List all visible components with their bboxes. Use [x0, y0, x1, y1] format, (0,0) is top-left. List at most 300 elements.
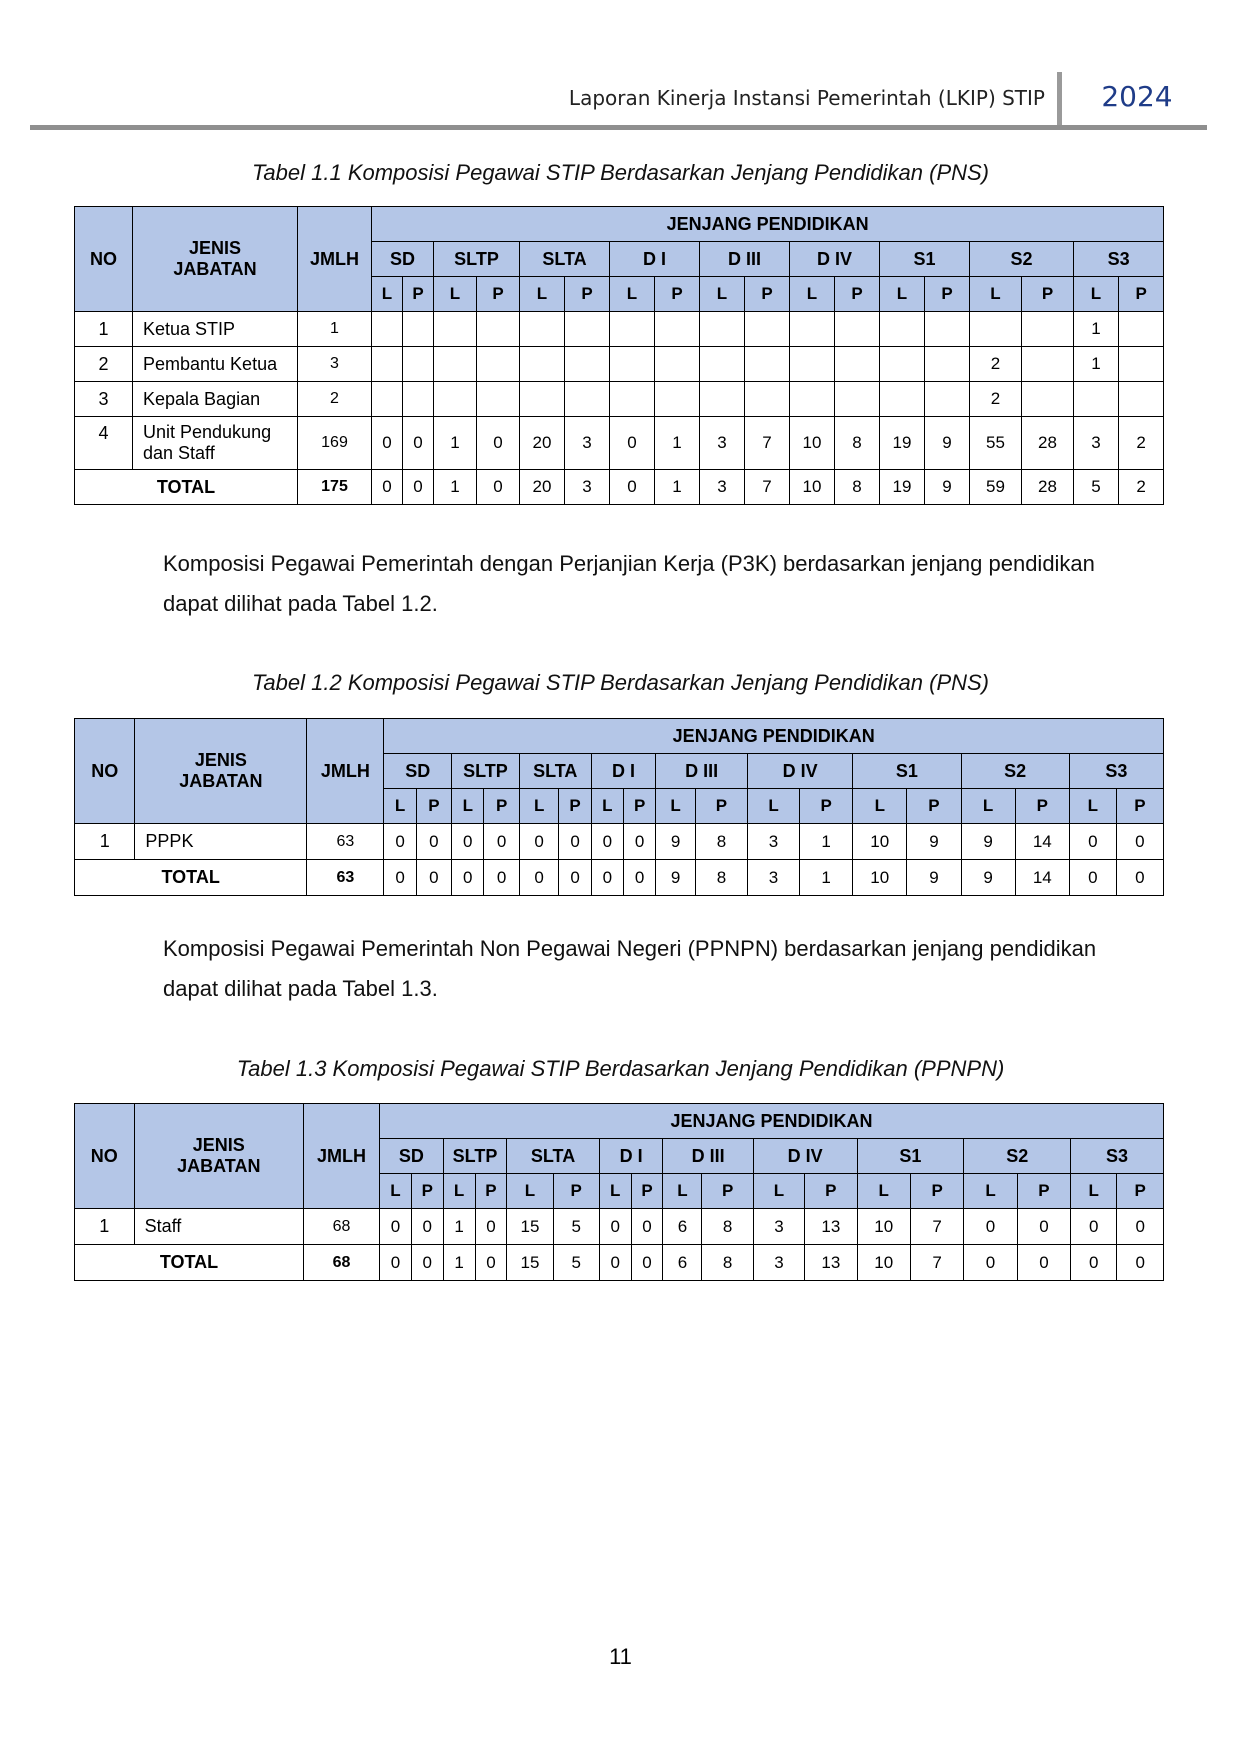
col-header-l: L — [380, 1174, 412, 1209]
table-cell: 3 — [565, 417, 610, 470]
total-cell: 0 — [1117, 1245, 1164, 1281]
total-cell: 19 — [880, 470, 925, 505]
total-cell: 0 — [1071, 1245, 1117, 1281]
table-row — [75, 417, 1164, 470]
col-header-level: S1 — [880, 242, 970, 277]
table-cell: 0 — [631, 1209, 663, 1245]
table-cell — [745, 382, 790, 417]
row-jenis-jabatan: Kepala Bagian — [133, 382, 298, 417]
col-header-l: L — [1069, 789, 1116, 824]
col-header-jenis-jabatan: JENIS JABATAN — [134, 1104, 303, 1209]
col-header-jmlh: JMLH — [304, 1104, 380, 1209]
col-header-jenis-jabatan: JENIS JABATAN — [135, 719, 307, 824]
col-header-level: S1 — [853, 754, 961, 789]
col-header-l: L — [384, 789, 416, 824]
table-cell: 1 — [800, 824, 853, 860]
table-cell: 10 — [853, 824, 907, 860]
col-header-p: P — [416, 789, 451, 824]
total-cell: 9 — [961, 860, 1015, 896]
row-jmlh: 169 — [298, 417, 372, 470]
col-header-level: S3 — [1069, 754, 1163, 789]
row-number: 2 — [75, 347, 133, 382]
col-header-p: P — [1117, 1174, 1164, 1209]
col-header-level: SLTP — [434, 242, 520, 277]
table-cell — [403, 347, 434, 382]
table-cell — [1119, 382, 1164, 417]
total-cell: 0 — [416, 860, 451, 896]
total-cell: 0 — [1116, 860, 1163, 896]
total-cell: 0 — [452, 860, 484, 896]
col-header-jmlh: JMLH — [307, 719, 384, 824]
table-cell: 0 — [1069, 824, 1116, 860]
col-header-p: P — [565, 277, 610, 312]
table-cell: 0 — [484, 824, 519, 860]
col-header-no: NO — [75, 1104, 135, 1209]
total-cell: 15 — [507, 1245, 553, 1281]
total-cell: 5 — [553, 1245, 599, 1281]
total-cell: 13 — [805, 1245, 857, 1281]
col-header-l: L — [970, 277, 1022, 312]
table-cell — [925, 347, 970, 382]
col-header-level: SLTA — [520, 242, 610, 277]
col-header-jenjang-pendidikan: JENJANG PENDIDIKAN — [384, 719, 1164, 754]
row-jmlh: 63 — [307, 824, 384, 860]
table-cell: 0 — [384, 824, 416, 860]
table-cell: 28 — [1022, 417, 1074, 470]
table-cell — [477, 347, 520, 382]
col-header-l: L — [880, 277, 925, 312]
table-cell — [745, 347, 790, 382]
table-cell — [520, 382, 565, 417]
col-header-level: S3 — [1074, 242, 1164, 277]
table-cell — [1022, 312, 1074, 347]
table-cell — [565, 347, 610, 382]
total-cell: 0 — [403, 470, 434, 505]
table-cell: 0 — [964, 1209, 1017, 1245]
col-header-l: L — [857, 1174, 910, 1209]
table-cell: 0 — [610, 417, 655, 470]
col-header-p: P — [800, 789, 853, 824]
table-cell — [1119, 312, 1164, 347]
total-cell: 2 — [1119, 470, 1164, 505]
col-header-level: D IV — [790, 242, 880, 277]
header-row — [75, 719, 1164, 754]
table-cell — [655, 347, 700, 382]
row-jenis-jabatan: Ketua STIP — [133, 312, 298, 347]
total-cell: 0 — [591, 860, 623, 896]
col-header-p: P — [910, 1174, 963, 1209]
col-header-p: P — [1015, 789, 1069, 824]
table-1-caption: Tabel 1.1 Komposisi Pegawai STIP Berdasarkan Jenjang Pendidikan (PNS) — [252, 160, 989, 185]
col-header-p: P — [1119, 277, 1164, 312]
total-cell: 20 — [520, 470, 565, 505]
table-row — [75, 347, 1164, 382]
table-cell — [880, 347, 925, 382]
col-header-level: D III — [700, 242, 790, 277]
table-cell: 10 — [857, 1209, 910, 1245]
table-cell — [520, 312, 565, 347]
table-cell — [745, 312, 790, 347]
col-header-p: P — [559, 789, 591, 824]
table-cell — [880, 312, 925, 347]
total-row — [75, 860, 1164, 896]
table-cell: 0 — [452, 824, 484, 860]
col-header-p: P — [477, 277, 520, 312]
col-header-l: L — [452, 789, 484, 824]
table-cell — [700, 382, 745, 417]
total-cell: 8 — [835, 470, 880, 505]
col-header-l: L — [747, 789, 799, 824]
col-header-p: P — [631, 1174, 663, 1209]
col-header-l: L — [434, 277, 477, 312]
col-header-level: SLTA — [519, 754, 591, 789]
total-cell: 0 — [624, 860, 656, 896]
total-cell: 0 — [631, 1245, 663, 1281]
table-cell: 0 — [559, 824, 591, 860]
col-header-p: P — [411, 1174, 443, 1209]
table-cell — [790, 312, 835, 347]
col-header-l: L — [1074, 277, 1119, 312]
table-cell: 0 — [599, 1209, 631, 1245]
total-cell: 9 — [907, 860, 961, 896]
table-cell — [434, 382, 477, 417]
col-header-p: P — [624, 789, 656, 824]
table-cell: 2 — [970, 382, 1022, 417]
row-jmlh: 68 — [304, 1209, 380, 1245]
table-cell: 0 — [624, 824, 656, 860]
row-jenis-jabatan: Unit Pendukung dan Staff — [133, 417, 298, 470]
total-cell: 3 — [747, 860, 799, 896]
col-header-p: P — [925, 277, 970, 312]
total-cell: 6 — [663, 1245, 702, 1281]
table-cell — [403, 312, 434, 347]
total-cell: 0 — [372, 470, 403, 505]
table-cell: 2 — [970, 347, 1022, 382]
table-2-caption: Tabel 1.2 Komposisi Pegawai STIP Berdasarkan Jenjang Pendidikan (PNS) — [252, 670, 989, 695]
table-cell — [970, 312, 1022, 347]
table-cell: 13 — [805, 1209, 857, 1245]
table-cell — [700, 347, 745, 382]
total-cell: 3 — [565, 470, 610, 505]
total-cell: 0 — [477, 470, 520, 505]
total-cell: 0 — [964, 1245, 1017, 1281]
col-header-level: D III — [656, 754, 748, 789]
col-header-level: SD — [384, 754, 452, 789]
total-label: TOTAL — [75, 470, 298, 505]
col-header-level: SLTP — [452, 754, 520, 789]
col-header-level: SD — [380, 1139, 444, 1174]
table-cell: 9 — [961, 824, 1015, 860]
total-cell: 10 — [857, 1245, 910, 1281]
total-cell: 1 — [434, 470, 477, 505]
table-cell: 0 — [372, 417, 403, 470]
col-header-p: P — [655, 277, 700, 312]
col-header-l: L — [507, 1174, 553, 1209]
row-jmlh: 2 — [298, 382, 372, 417]
table-cell — [434, 347, 477, 382]
col-header-no: NO — [75, 207, 133, 312]
row-number: 1 — [75, 312, 133, 347]
table-cell — [565, 382, 610, 417]
table-3 — [74, 1103, 1164, 1281]
col-header-l: L — [519, 789, 559, 824]
table-cell: 14 — [1015, 824, 1069, 860]
table-cell — [565, 312, 610, 347]
col-header-level: D IV — [747, 754, 852, 789]
col-header-p: P — [695, 789, 747, 824]
table-cell: 1 — [1074, 312, 1119, 347]
total-row — [75, 470, 1164, 505]
table-cell — [835, 347, 880, 382]
col-header-l: L — [753, 1174, 804, 1209]
total-cell: 7 — [745, 470, 790, 505]
table-cell — [610, 312, 655, 347]
total-cell: 0 — [559, 860, 591, 896]
table-cell: 55 — [970, 417, 1022, 470]
col-header-p: P — [805, 1174, 857, 1209]
table-cell — [790, 347, 835, 382]
table-row — [75, 382, 1164, 417]
total-jmlh: 63 — [307, 860, 384, 896]
table-cell: 0 — [403, 417, 434, 470]
total-cell: 8 — [695, 860, 747, 896]
col-header-level: S2 — [970, 242, 1074, 277]
header-row — [75, 207, 1164, 242]
table-cell — [1022, 347, 1074, 382]
table-cell — [477, 312, 520, 347]
total-cell: 0 — [384, 860, 416, 896]
table-cell — [925, 312, 970, 347]
total-cell: 1 — [800, 860, 853, 896]
total-cell: 3 — [753, 1245, 804, 1281]
total-cell: 59 — [970, 470, 1022, 505]
total-cell: 0 — [610, 470, 655, 505]
col-header-l: L — [520, 277, 565, 312]
table-cell — [1022, 382, 1074, 417]
table-cell: 0 — [475, 1209, 507, 1245]
col-header-jmlh: JMLH — [298, 207, 372, 312]
table-cell: 0 — [380, 1209, 412, 1245]
table-cell — [1074, 382, 1119, 417]
table-cell: 9 — [907, 824, 961, 860]
total-cell: 0 — [519, 860, 559, 896]
table-cell — [434, 312, 477, 347]
table-cell: 0 — [591, 824, 623, 860]
col-header-p: P — [702, 1174, 753, 1209]
table-cell: 0 — [1017, 1209, 1070, 1245]
table-cell: 15 — [507, 1209, 553, 1245]
col-header-l: L — [853, 789, 907, 824]
table-cell — [477, 382, 520, 417]
total-cell: 1 — [443, 1245, 475, 1281]
table-cell — [610, 382, 655, 417]
table-cell: 9 — [925, 417, 970, 470]
col-header-p: P — [745, 277, 790, 312]
total-label: TOTAL — [75, 860, 307, 896]
total-cell: 7 — [910, 1245, 963, 1281]
col-header-level: SD — [372, 242, 434, 277]
table-cell — [403, 382, 434, 417]
table-cell: 0 — [411, 1209, 443, 1245]
col-header-l: L — [372, 277, 403, 312]
page-number: 11 — [609, 1644, 632, 1669]
table-cell: 0 — [1071, 1209, 1117, 1245]
table-cell — [520, 347, 565, 382]
col-header-l: L — [610, 277, 655, 312]
total-jmlh: 175 — [298, 470, 372, 505]
total-cell: 9 — [656, 860, 696, 896]
total-cell: 28 — [1022, 470, 1074, 505]
col-header-no: NO — [75, 719, 135, 824]
col-header-l: L — [663, 1174, 702, 1209]
table-cell — [925, 382, 970, 417]
total-cell: 8 — [702, 1245, 753, 1281]
col-header-jenis-jabatan: JENIS JABATAN — [133, 207, 298, 312]
col-header-level: D I — [599, 1139, 663, 1174]
header-title: Laporan Kinerja Instansi Pemerintah (LKIP) STIP — [568, 86, 1045, 110]
table-1 — [74, 206, 1164, 505]
col-header-level: S2 — [961, 754, 1069, 789]
col-header-l: L — [599, 1174, 631, 1209]
row-jmlh: 3 — [298, 347, 372, 382]
table-cell: 6 — [663, 1209, 702, 1245]
table-cell: 0 — [1116, 824, 1163, 860]
row-number: 1 — [75, 824, 135, 860]
table-cell: 7 — [910, 1209, 963, 1245]
total-cell: 0 — [475, 1245, 507, 1281]
total-row — [75, 1245, 1164, 1281]
row-jenis-jabatan: Pembantu Ketua — [133, 347, 298, 382]
table-cell — [880, 382, 925, 417]
row-jmlh: 1 — [298, 312, 372, 347]
total-cell: 0 — [484, 860, 519, 896]
col-header-level: D I — [591, 754, 656, 789]
table-cell: 8 — [835, 417, 880, 470]
col-header-level: SLTP — [443, 1139, 507, 1174]
table-cell: 0 — [477, 417, 520, 470]
table-cell: 10 — [790, 417, 835, 470]
header-divider — [1057, 72, 1062, 127]
header-rule — [30, 125, 1207, 130]
table-cell: 7 — [745, 417, 790, 470]
row-number: 4 — [75, 417, 133, 470]
col-header-p: P — [403, 277, 434, 312]
table-cell: 5 — [553, 1209, 599, 1245]
total-cell: 5 — [1074, 470, 1119, 505]
table-3-caption: Tabel 1.3 Komposisi Pegawai STIP Berdasarkan Jenjang Pendidikan (PPNPN) — [236, 1056, 1005, 1081]
table-cell: 3 — [753, 1209, 804, 1245]
col-header-p: P — [835, 277, 880, 312]
table-cell — [835, 312, 880, 347]
col-header-p: P — [484, 789, 519, 824]
table-cell: 19 — [880, 417, 925, 470]
col-header-p: P — [1022, 277, 1074, 312]
table-cell — [372, 382, 403, 417]
table-row — [75, 824, 1164, 860]
total-cell: 0 — [599, 1245, 631, 1281]
total-jmlh: 68 — [304, 1245, 380, 1281]
col-header-level: D I — [610, 242, 700, 277]
table-row — [75, 312, 1164, 347]
table-cell — [372, 347, 403, 382]
table-cell: 1 — [434, 417, 477, 470]
total-cell: 0 — [380, 1245, 412, 1281]
header-year: 2024 — [1101, 80, 1173, 113]
paragraph-1: Komposisi Pegawai Pemerintah dengan Perjanjian Kerja (P3K) berdasarkan jenjang pendidikan dapat dilihat pada Tabel 1.2. — [163, 551, 1095, 616]
col-header-p: P — [553, 1174, 599, 1209]
table-cell — [700, 312, 745, 347]
row-jenis-jabatan: PPPK — [135, 824, 307, 860]
col-header-level: SLTA — [507, 1139, 599, 1174]
col-header-l: L — [591, 789, 623, 824]
col-header-l: L — [964, 1174, 1017, 1209]
col-header-p: P — [1017, 1174, 1070, 1209]
row-jenis-jabatan: Staff — [134, 1209, 303, 1245]
col-header-l: L — [961, 789, 1015, 824]
col-header-jenjang-pendidikan: JENJANG PENDIDIKAN — [380, 1104, 1164, 1139]
col-header-p: P — [1116, 789, 1163, 824]
col-header-p: P — [475, 1174, 507, 1209]
row-number: 1 — [75, 1209, 135, 1245]
col-header-level: S1 — [857, 1139, 964, 1174]
col-header-l: L — [443, 1174, 475, 1209]
paragraph-2: Komposisi Pegawai Pemerintah Non Pegawai Negeri (PPNPN) berdasarkan jenjang pendidikan dapat dilihat pada Tabel 1.3. — [163, 936, 1097, 1001]
table-cell: 1 — [655, 417, 700, 470]
table-cell: 20 — [520, 417, 565, 470]
table-cell — [790, 382, 835, 417]
table-cell: 8 — [695, 824, 747, 860]
table-2 — [74, 718, 1164, 896]
col-header-level: D III — [663, 1139, 753, 1174]
total-cell: 0 — [411, 1245, 443, 1281]
total-cell: 10 — [853, 860, 907, 896]
table-cell — [835, 382, 880, 417]
table-cell: 0 — [416, 824, 451, 860]
table-cell — [655, 382, 700, 417]
total-cell: 14 — [1015, 860, 1069, 896]
col-header-jenjang-pendidikan: JENJANG PENDIDIKAN — [372, 207, 1164, 242]
col-header-l: L — [790, 277, 835, 312]
col-header-level: D IV — [753, 1139, 857, 1174]
total-cell: 10 — [790, 470, 835, 505]
total-cell: 3 — [700, 470, 745, 505]
total-label: TOTAL — [75, 1245, 304, 1281]
col-header-l: L — [700, 277, 745, 312]
table-cell: 2 — [1119, 417, 1164, 470]
col-header-l: L — [656, 789, 696, 824]
col-header-level: S3 — [1071, 1139, 1164, 1174]
table-cell: 1 — [443, 1209, 475, 1245]
col-header-p: P — [907, 789, 961, 824]
table-row — [75, 1209, 1164, 1245]
total-cell: 0 — [1069, 860, 1116, 896]
table-cell: 8 — [702, 1209, 753, 1245]
table-cell: 3 — [700, 417, 745, 470]
row-number: 3 — [75, 382, 133, 417]
table-cell — [610, 347, 655, 382]
total-cell: 0 — [1017, 1245, 1070, 1281]
col-header-level: S2 — [964, 1139, 1071, 1174]
table-cell: 3 — [747, 824, 799, 860]
table-cell: 1 — [1074, 347, 1119, 382]
total-cell: 9 — [925, 470, 970, 505]
table-cell: 0 — [1117, 1209, 1164, 1245]
table-cell — [1119, 347, 1164, 382]
table-cell: 9 — [656, 824, 696, 860]
col-header-l: L — [1071, 1174, 1117, 1209]
table-cell: 3 — [1074, 417, 1119, 470]
header-row — [75, 1104, 1164, 1139]
